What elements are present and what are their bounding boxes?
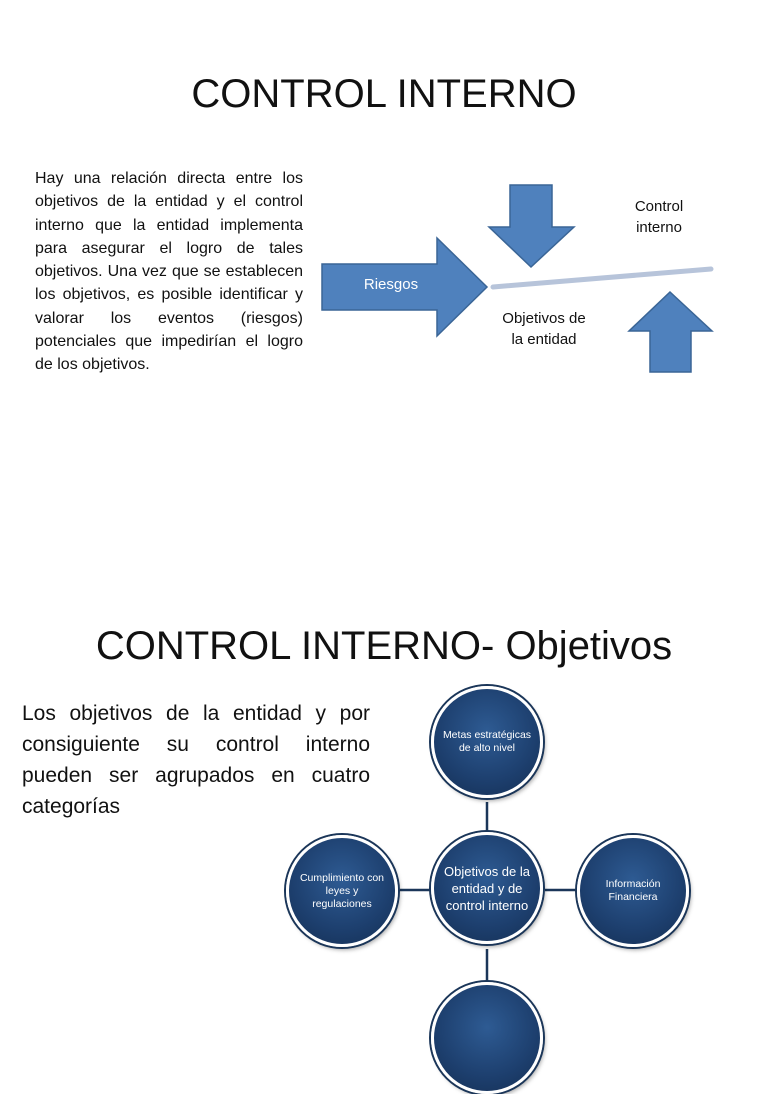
slide2-paragraph: Los objetivos de la entidad y por consiguiente su control interno pueden ser agrupados en cuatro categorías <box>22 702 370 818</box>
objetivos-entidad-label: Objetivos de la entidad <box>502 310 586 348</box>
slide1-title: CONTROL INTERNO <box>191 72 577 116</box>
node-informacion-financiera: Información Financiera <box>577 835 689 947</box>
slide-control-interno <box>0 0 768 512</box>
node-metas-estrategicas: Metas estratégicas de alto nivel <box>431 686 543 798</box>
node-bottom <box>431 982 543 1094</box>
control-interno-label: Control interno <box>634 198 684 236</box>
slide2-title: CONTROL INTERNO- Objetivos <box>95 624 673 668</box>
node-cumplimiento: Cumplimiento con leyes y regulaciones <box>286 835 398 947</box>
node-objetivos-centro: Objetivos de la entidad y de control interno <box>431 832 543 944</box>
control-interno-down-arrow <box>489 185 574 267</box>
slide1-paragraph: Hay una relación directa entre los objetivos de la entidad y el control interno que la entidad implementa para asegurar el logro de tales objetivos. Una vez que se establecen los objetivos, es posible identificar y valorar los eventos (riesgos) potenciales que impedirían el logro de los objetivos. <box>35 170 303 374</box>
objetivos-connectors <box>0 512 768 1024</box>
riesgos-label: Riesgos <box>363 276 419 293</box>
objetivos-up-arrow <box>629 292 712 372</box>
risk-control-diagram <box>0 0 768 512</box>
balance-beam <box>493 269 711 287</box>
slide-control-interno-objetivos <box>0 512 768 1024</box>
